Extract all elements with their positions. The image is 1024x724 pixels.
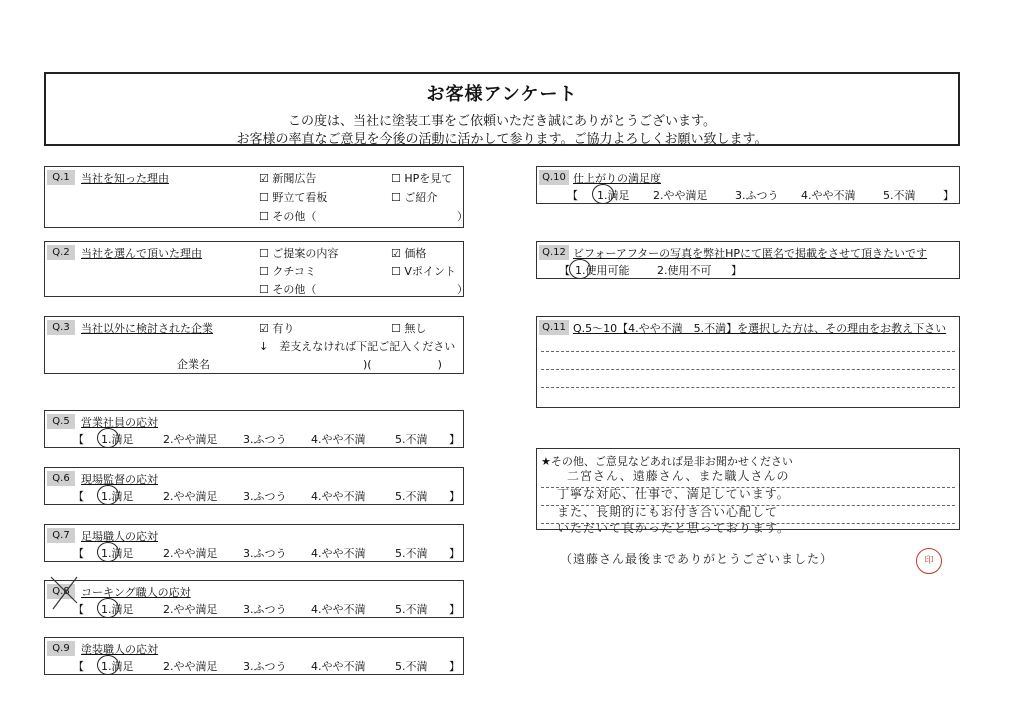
- q3-option-label: 有り: [272, 322, 295, 335]
- q5-number: Q.5: [47, 414, 75, 429]
- rating-option-2[interactable]: 2.やや満足: [653, 189, 708, 202]
- rating-option-3[interactable]: 3.ふつう: [243, 547, 287, 560]
- q1-option-newspaper[interactable]: ☑ 新聞広告: [259, 172, 317, 185]
- q2-option-label: ご提案の内容: [272, 247, 339, 260]
- rating-option-4[interactable]: 4.やや不満: [801, 189, 856, 202]
- rating-option-1[interactable]: 1.満足: [101, 603, 134, 616]
- q1-option-label: HPを見て: [404, 172, 453, 185]
- rating-option-4[interactable]: 4.やや不満: [311, 433, 366, 446]
- selected-circle: [97, 655, 119, 675]
- q3-box: [44, 316, 464, 374]
- handwritten-comment-3: また、長期的にもお付き合い心配して: [557, 505, 779, 519]
- q1-option-other[interactable]: ☐ その他（: [259, 210, 317, 223]
- q7-title: 足場職人の応対: [81, 530, 158, 543]
- rating-option-4[interactable]: 4.やや不満: [311, 603, 366, 616]
- q8-title: コーキング職人の応対: [81, 586, 191, 599]
- q6-title: 現場監督の応対: [81, 473, 158, 486]
- answer-line: [541, 351, 955, 352]
- q3-option-yes[interactable]: ☑ 有り: [259, 322, 295, 335]
- rating-bracket-close: 】: [449, 660, 460, 673]
- rating-bracket-close: 】: [449, 603, 460, 616]
- selected-circle: [97, 485, 119, 505]
- rating-bracket-open: 【: [73, 660, 84, 673]
- rating-option-3[interactable]: 3.ふつう: [735, 189, 779, 202]
- answer-line: [541, 369, 955, 370]
- rating-option-5[interactable]: 5.不満: [883, 189, 916, 202]
- q3-company-label: 企業名: [177, 358, 210, 371]
- seal-stamp: 印: [916, 548, 942, 574]
- q1-option-label: ご紹介: [404, 191, 438, 204]
- comments-box: [536, 448, 960, 535]
- q1-option-label: その他（: [272, 210, 317, 223]
- rating-bracket-open: 【: [73, 547, 84, 560]
- rating-option-4[interactable]: 4.やや不満: [311, 547, 366, 560]
- q5-title: 営業社員の応対: [81, 416, 158, 429]
- q1-option-signboard[interactable]: ☐ 野立て看板: [259, 191, 328, 204]
- q2-option-vpoint[interactable]: ☐ Vポイント: [391, 265, 456, 278]
- q7-number: Q.7: [47, 528, 75, 543]
- q2-option-label: その他（: [272, 283, 317, 296]
- q1-option-label: 野立て看板: [272, 191, 328, 204]
- q12-number: Q.12: [539, 245, 569, 260]
- q3-number: Q.3: [47, 320, 75, 335]
- q10-number: Q.10: [539, 170, 569, 185]
- q2-option-label: Vポイント: [404, 265, 456, 278]
- rating-bracket-open: 【: [73, 433, 84, 446]
- selected-circle: [592, 184, 614, 204]
- q2-number: Q.2: [47, 245, 75, 260]
- rating-bracket-open: 【: [73, 603, 84, 616]
- rating-option-3[interactable]: 3.ふつう: [243, 433, 287, 446]
- rating-option-1[interactable]: 1.満足: [597, 189, 630, 202]
- rating-option-5[interactable]: 5.不満: [395, 547, 428, 560]
- rating-bracket-close: 】: [449, 547, 460, 560]
- intro-line-1: この度は、当社に塗装工事をご依頼いただき誠にありがとうございます。: [288, 114, 716, 129]
- q9-number: Q.9: [47, 641, 75, 656]
- selected-circle: [569, 259, 591, 279]
- q2-option-price[interactable]: ☑ 価格: [391, 247, 427, 260]
- survey-title: お客様アンケート: [426, 84, 578, 105]
- q12-option-allowed[interactable]: 1.使用可能: [575, 264, 630, 277]
- q1-other-close: ）: [457, 210, 468, 223]
- rating-option-3[interactable]: 3.ふつう: [243, 660, 287, 673]
- q1-option-referral[interactable]: ☐ ご紹介: [391, 191, 438, 204]
- q6-number: Q.6: [47, 471, 75, 486]
- q9-title: 塗装職人の応対: [81, 643, 158, 656]
- q6-box: [44, 467, 464, 505]
- q2-option-proposal[interactable]: ☐ ご提案の内容: [259, 247, 339, 260]
- handwritten-comment-4: いただいて良かったと思っております。: [557, 521, 791, 535]
- q7-box: [44, 524, 464, 562]
- q3-note: ↓ 差支えなければ下記ご記入ください: [259, 340, 456, 353]
- q9-box: [44, 637, 464, 675]
- q12-title: ビフォーアフターの写真を弊社HPにて匿名で掲載をさせて頂きたいです: [573, 247, 928, 260]
- strike-mark-icon: [47, 573, 81, 613]
- rating-option-1[interactable]: 1.満足: [101, 490, 134, 503]
- q12-box: [536, 241, 960, 279]
- q2-option-wordofmouth[interactable]: ☐ クチコミ: [259, 265, 316, 278]
- q10-title: 仕上がりの満足度: [573, 172, 661, 185]
- rating-option-2[interactable]: 2.やや満足: [163, 603, 218, 616]
- q2-option-label: 価格: [404, 247, 427, 260]
- q1-option-label: 新聞広告: [272, 172, 317, 185]
- q2-other-close: ）: [457, 283, 468, 296]
- q12-bracket-open: 【: [559, 264, 570, 277]
- rating-bracket-open: 【: [73, 490, 84, 503]
- rating-option-2[interactable]: 2.やや満足: [163, 490, 218, 503]
- handwritten-comment-1: 二宮さん、遠藤さん、また職人さんの: [567, 469, 790, 483]
- selected-circle: [97, 542, 119, 562]
- rating-bracket-close: 】: [449, 433, 460, 446]
- q2-box: [44, 241, 468, 297]
- q2-option-label: クチコミ: [272, 265, 316, 278]
- rating-option-5[interactable]: 5.不満: [395, 490, 428, 503]
- rating-option-1[interactable]: 1.満足: [101, 547, 134, 560]
- answer-line: [541, 387, 955, 388]
- q3-option-label: 無し: [404, 322, 427, 335]
- q11-box: [536, 316, 960, 408]
- q11-number: Q.11: [539, 320, 569, 335]
- rating-option-4[interactable]: 4.やや不満: [311, 490, 366, 503]
- rating-bracket-close: 】: [943, 189, 954, 202]
- q1-title: 当社を知った理由: [81, 172, 169, 185]
- rating-option-4[interactable]: 4.やや不満: [311, 660, 366, 673]
- handwritten-comment-5: （遠藤さん最後までありがとうございました）: [560, 552, 834, 566]
- rating-option-5[interactable]: 5.不満: [395, 660, 428, 673]
- q2-title: 当社を選んで頂いた理由: [81, 247, 202, 260]
- rating-option-3[interactable]: 3.ふつう: [243, 603, 287, 616]
- rating-option-2[interactable]: 2.やや満足: [163, 433, 218, 446]
- rating-option-5[interactable]: 5.不満: [395, 603, 428, 616]
- rating-option-1[interactable]: 1.満足: [101, 660, 134, 673]
- q11-title: Q.5～10【4.やや不満 5.不満】を選択した方は、その理由をお教え下さい: [573, 322, 947, 335]
- rating-option-2[interactable]: 2.やや満足: [163, 547, 218, 560]
- survey-header: [44, 72, 960, 146]
- rating-bracket-open: 【: [567, 189, 578, 202]
- q3-option-no[interactable]: ☐ 無し: [391, 322, 427, 335]
- intro-line-2: お客様の率直なご意見を今後の活動に活かして参ります。ご協力よろしくお願い致します。: [236, 132, 768, 147]
- rating-option-5[interactable]: 5.不満: [395, 433, 428, 446]
- comments-title: ★その他、ご意見などあれば是非お聞かせください: [541, 455, 793, 468]
- q8-number: Q.8: [47, 584, 75, 599]
- q1-box: [44, 166, 468, 228]
- rating-bracket-close: 】: [449, 490, 460, 503]
- q10-box: [536, 166, 960, 204]
- handwritten-comment-2: 丁寧な対応、仕事で、満足しています。: [557, 487, 790, 501]
- q2-option-other[interactable]: ☐ その他（: [259, 283, 317, 296]
- rating-option-3[interactable]: 3.ふつう: [243, 490, 287, 503]
- q3-company-field[interactable]: )( ): [363, 358, 442, 371]
- selected-circle: [97, 428, 119, 448]
- q12-bracket-close: 】: [731, 264, 742, 277]
- q1-option-hp[interactable]: ☐ HPを見て: [391, 172, 453, 185]
- q12-option-not-allowed[interactable]: 2.使用不可: [657, 264, 712, 277]
- q5-box: [44, 410, 464, 448]
- selected-circle: [97, 598, 119, 618]
- q1-number: Q.1: [47, 170, 75, 185]
- q8-box: [44, 580, 464, 618]
- rating-option-2[interactable]: 2.やや満足: [163, 660, 218, 673]
- rating-option-1[interactable]: 1.満足: [101, 433, 134, 446]
- q3-title: 当社以外に検討された企業: [81, 322, 213, 335]
